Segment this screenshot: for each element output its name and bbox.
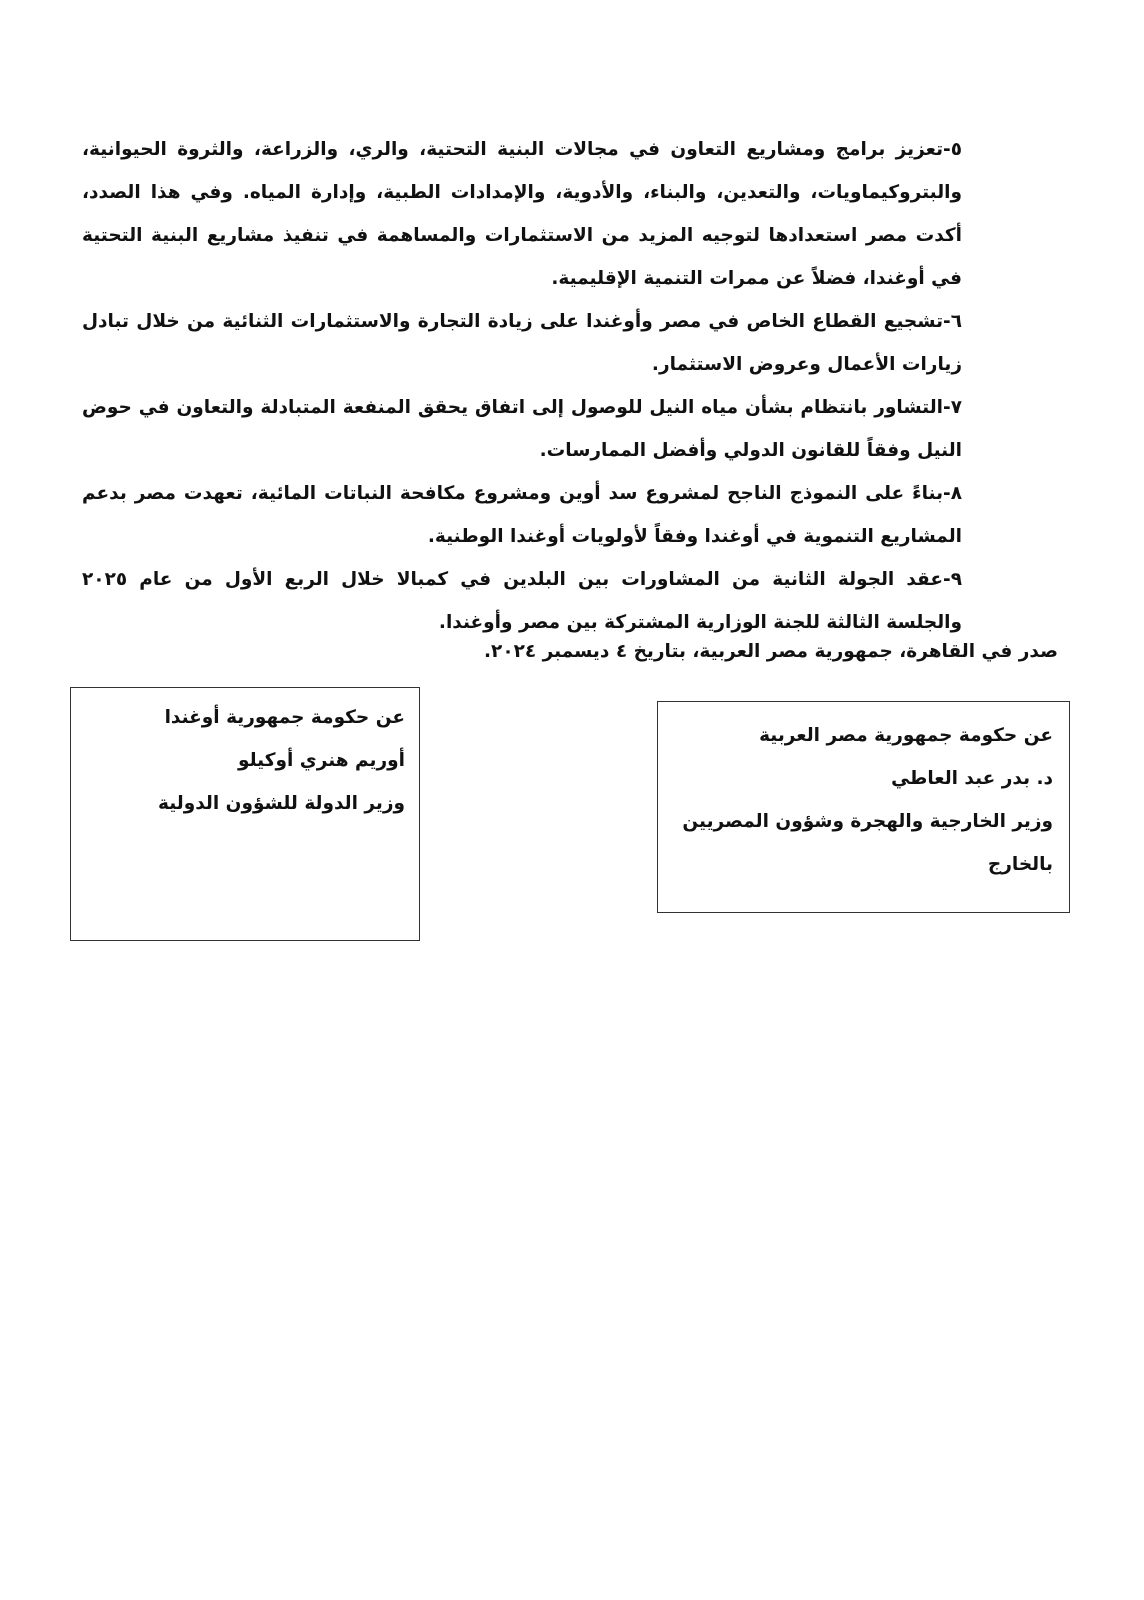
egypt-signatory-title-cont: بالخارج — [987, 854, 1053, 875]
clause-7: ٧-التشاور بانتظام بشأن مياه النيل للوصول إلى اتفاق يحقق المنفعة المتبادلة والتعاون في حوض النيل وفقاً للقانون الدولي وأفضل الممارسات. — [82, 397, 962, 461]
uganda-government: عن حكومة جمهورية أوغندا — [164, 707, 405, 728]
uganda-signatory-name: أوريم هنري أوكيلو — [238, 750, 405, 771]
egypt-signatory-title: وزير الخارجية والهجرة وشؤون المصريين — [682, 811, 1053, 832]
uganda-signature-box — [70, 687, 420, 941]
egypt-government: عن حكومة جمهورية مصر العربية — [759, 725, 1053, 746]
egypt-signature-box — [657, 701, 1070, 913]
agreement-clauses — [82, 128, 962, 644]
clause-6: ٦-تشجيع القطاع الخاص في مصر وأوغندا على زيادة التجارة والاستثمارات الثنائية من خلال تبادل زيارات الأعمال وعروض الاستثمار. — [82, 311, 962, 375]
clause-5: ٥-تعزيز برامج ومشاريع التعاون في مجالات البنية التحتية، والري، والزراعة، والثروة الحيوانية، والبتروكيماويات، والتعدين، والبناء، والأدوية، والإمدادات الطبية، وإدارة المياه. وفي هذا الصدد، أكدت مصر استعدادها لتوجيه المزيد من الاستثمارات والمساهمة في تنفيذ مشاريع البنية التحتية في أوغندا، فضلاً عن ممرات التنمية الإقليمية. — [82, 139, 962, 289]
clause-9: ٩-عقد الجولة الثانية من المشاورات بين البلدين في كمبالا خلال الربع الأول من عام ٢٠٢٥ والجلسة الثالثة للجنة الوزارية المشتركة بين مصر وأوغندا. — [82, 569, 962, 633]
issued-statement: صدر في القاهرة، جمهورية مصر العربية، بتاريخ ٤ ديسمبر ٢٠٢٤. — [484, 641, 1058, 662]
uganda-signatory-title: وزير الدولة للشؤون الدولية — [158, 793, 405, 814]
egypt-signatory-name: د. بدر عبد العاطي — [891, 768, 1053, 789]
clause-8: ٨-بناءً على النموذج الناجح لمشروع سد أوين ومشروع مكافحة النباتات المائية، تعهدت مصر بدعم المشاريع التنموية في أوغندا وفقاً لأولويات أوغندا الوطنية. — [82, 483, 962, 547]
